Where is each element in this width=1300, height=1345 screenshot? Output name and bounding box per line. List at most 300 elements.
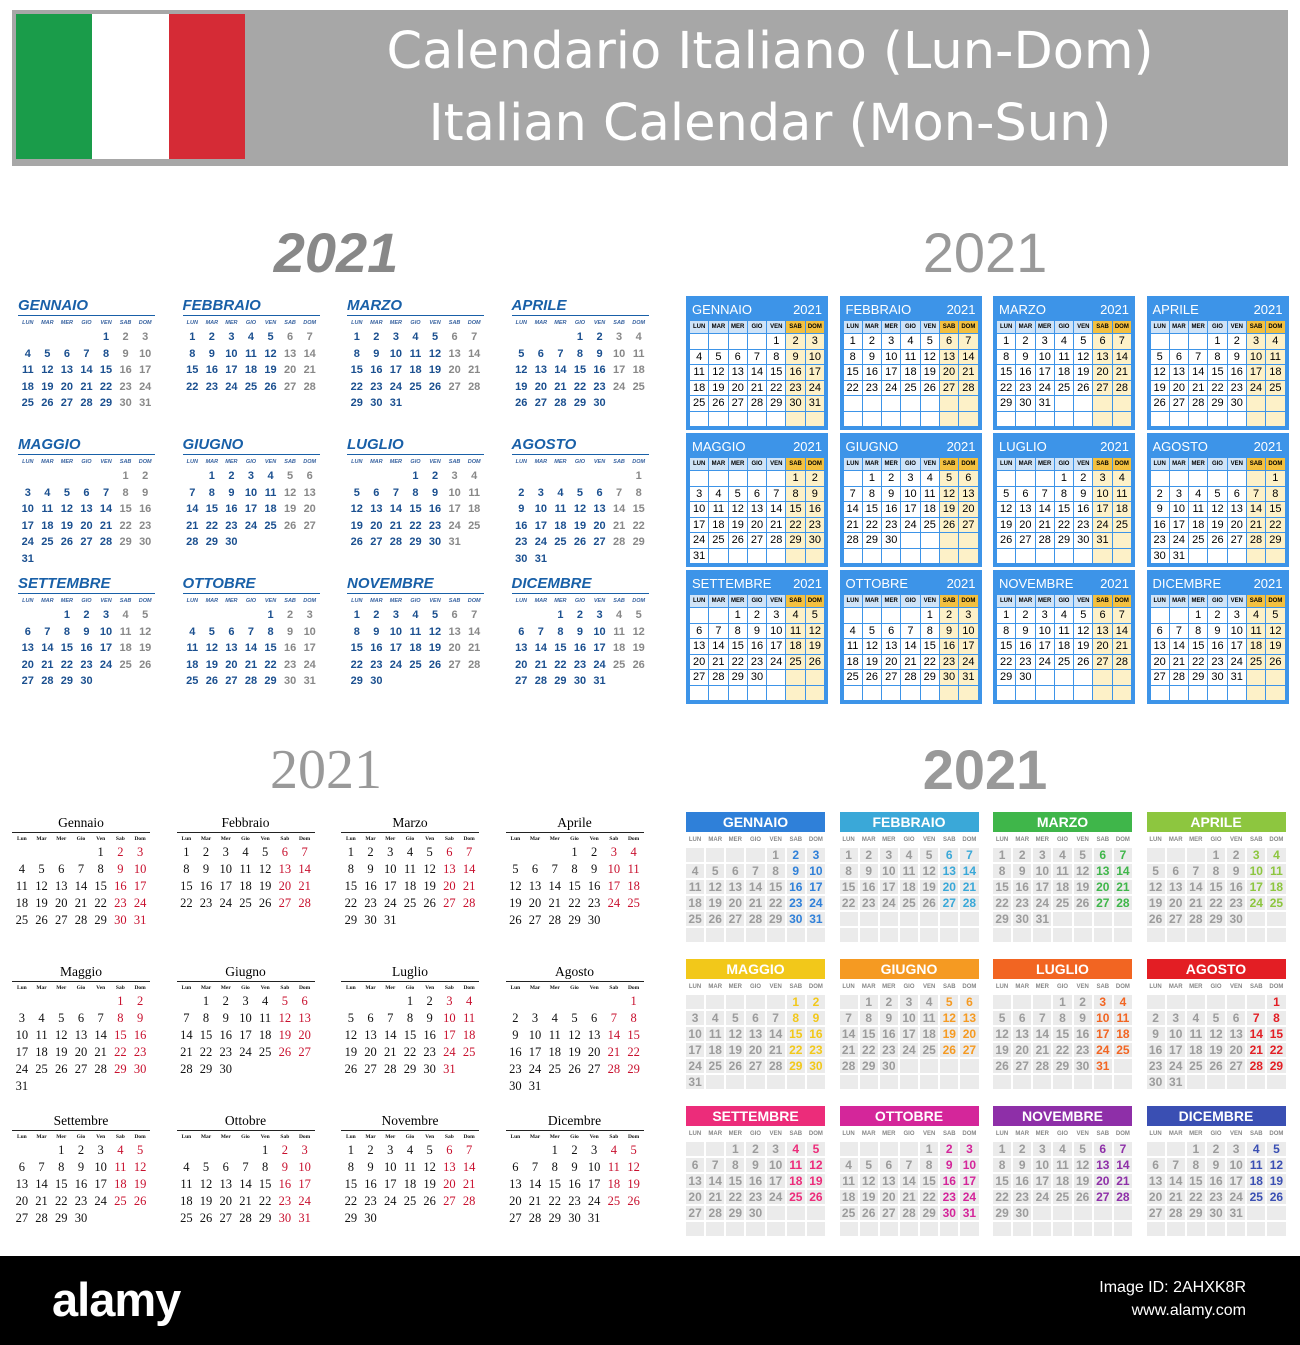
day-cell: 23 [1208, 654, 1227, 670]
weekday-header-row [1150, 321, 1285, 334]
day-cell: 18 [901, 365, 920, 381]
week-row [686, 1059, 825, 1073]
weekday-label: DOM [807, 981, 825, 993]
weekday-label: VEN [1074, 458, 1093, 471]
weekday-label: Gio [570, 1133, 579, 1140]
day-cell: 27 [1167, 912, 1185, 926]
day-cell: 10 [1246, 349, 1265, 365]
empty-cell [726, 928, 744, 942]
week-row [12, 1078, 150, 1095]
day-cell: 2 [136, 994, 144, 1008]
day-cell: 12 [428, 347, 442, 360]
day-cell: 28 [468, 658, 481, 671]
week-row [843, 685, 978, 701]
day-cell: 1 [630, 994, 637, 1008]
empty-cell [767, 1222, 785, 1236]
day-cell: 18 [462, 1028, 476, 1042]
day-cell: 20 [593, 519, 606, 532]
day-cell: 24 [587, 1194, 601, 1208]
weekday-label: LUN [1150, 595, 1169, 608]
empty-cell [222, 607, 242, 624]
day-cell: 17 [1033, 1174, 1051, 1188]
empty-cell [709, 548, 728, 564]
week-row [993, 1075, 1132, 1089]
day-cell: 24 [686, 1059, 704, 1073]
day-cell: 4 [122, 609, 129, 622]
day-cell: 26 [60, 536, 74, 549]
empty-cell [1114, 912, 1132, 926]
day-cell: 20 [1169, 380, 1188, 396]
empty-cell [347, 468, 367, 485]
week-row [1150, 365, 1285, 381]
day-cell: 6 [1167, 864, 1185, 878]
empty-cell [746, 1075, 764, 1089]
weekday-label: MAR [1167, 981, 1185, 993]
day-cell: 26 [632, 658, 645, 671]
day-cell: 14 [1035, 502, 1054, 518]
day-cell: 9 [287, 625, 294, 638]
day-cell: 16 [805, 502, 824, 518]
weekday-label: Dom [134, 835, 146, 842]
weekday-label: DOM [138, 597, 152, 604]
day-cell: 16 [515, 519, 528, 532]
day-cell: 20 [219, 1194, 232, 1208]
day-cell: 25 [1053, 896, 1071, 910]
day-cell: 29 [997, 670, 1016, 686]
day-cell: 19 [726, 1043, 744, 1057]
day-cell: 23 [74, 1194, 88, 1208]
empty-cell [1266, 670, 1285, 686]
day-cell: 29 [1207, 912, 1225, 926]
day-cell: 23 [805, 517, 824, 533]
weekday-label: VEN [1074, 321, 1093, 334]
day-cell: 2 [807, 995, 825, 1009]
day-cell: 12 [1150, 365, 1169, 381]
day-cell: 10 [133, 862, 147, 876]
empty-cell [91, 1078, 111, 1095]
empty-cell [882, 685, 901, 701]
day-cell: 27 [15, 1211, 29, 1225]
day-cell: 12 [264, 347, 277, 360]
week-row [512, 607, 649, 624]
empty-cell [726, 1222, 744, 1236]
empty-cell [767, 670, 786, 686]
empty-cell [706, 848, 724, 862]
day-cell: 3 [222, 845, 229, 859]
empty-cell [1187, 995, 1205, 1009]
empty-cell [920, 1075, 938, 1089]
day-cell: 29 [993, 912, 1011, 926]
empty-cell [939, 685, 958, 701]
week-row [690, 502, 825, 518]
day-cell: 23 [1016, 654, 1035, 670]
empty-cell [862, 548, 881, 564]
day-cell: 5 [940, 995, 958, 1009]
week-row [843, 486, 978, 502]
day-cell: 23 [283, 658, 297, 671]
day-cell: 23 [1207, 1190, 1225, 1204]
month-grid [838, 1126, 981, 1238]
weekday-label: LUN [690, 458, 709, 471]
weekday-label: MER [726, 1128, 744, 1140]
day-cell: 30 [940, 1206, 958, 1220]
day-cell: 16 [940, 1174, 958, 1188]
day-cell: 14 [843, 502, 862, 518]
week-row [512, 534, 649, 551]
weekday-header-row [347, 316, 484, 329]
day-cell: 7 [1189, 349, 1208, 365]
day-cell: 19 [283, 503, 297, 516]
day-cell: 21 [41, 658, 54, 671]
day-cell: 29 [264, 675, 277, 688]
day-cell: 13 [728, 365, 747, 381]
day-cell: 21 [1035, 517, 1054, 533]
month-name: OTTOBRE [183, 575, 320, 594]
day-cell: 20 [728, 380, 747, 396]
day-cell: 9 [1013, 1158, 1031, 1172]
empty-cell [862, 685, 881, 701]
week-row [997, 608, 1132, 624]
weekday-label: GIO [574, 319, 586, 326]
weekday-header-row [1147, 834, 1286, 846]
week-row [843, 471, 978, 487]
day-cell: 6 [1016, 486, 1035, 502]
empty-cell [295, 1061, 315, 1078]
day-cell: 20 [1093, 365, 1112, 381]
empty-cell [1150, 411, 1169, 427]
day-cell: 16 [219, 1028, 232, 1042]
month-name: Luglio [341, 964, 479, 982]
day-cell: 14 [384, 1028, 397, 1042]
day-cell: 18 [1247, 1174, 1265, 1188]
day-cell: 8 [1208, 349, 1227, 365]
empty-cell [920, 1222, 938, 1236]
day-cell: 24 [443, 1045, 456, 1059]
day-cell: 14 [180, 1028, 193, 1042]
day-cell: 4 [1054, 608, 1073, 624]
day-cell: 13 [1169, 365, 1188, 381]
day-cell: 5 [38, 862, 45, 876]
week-row [997, 349, 1132, 365]
weekday-label: DOM [805, 595, 824, 608]
day-cell: 5 [1207, 1011, 1225, 1025]
day-cell: 14 [709, 639, 728, 655]
empty-cell [880, 912, 898, 926]
empty-cell [920, 912, 938, 926]
month-grid [341, 833, 479, 929]
empty-cell [805, 670, 824, 686]
day-cell: 31 [1167, 1075, 1185, 1089]
day-cell: 20 [1167, 896, 1185, 910]
day-cell: 11 [613, 625, 625, 638]
weekday-label: MER [882, 595, 901, 608]
weekday-label: Lun [345, 984, 356, 991]
weekday-label: VEN [1074, 834, 1092, 846]
empty-cell [901, 411, 920, 427]
day-cell: 19 [997, 517, 1016, 533]
day-cell: 30 [119, 397, 132, 410]
day-cell: 3 [537, 486, 544, 499]
day-cell: 18 [1246, 639, 1265, 655]
weekday-label: MER [1035, 595, 1054, 608]
day-cell: 3 [451, 470, 458, 483]
day-cell: 15 [186, 364, 199, 377]
day-cell: 8 [997, 623, 1016, 639]
week-row [347, 395, 484, 412]
year-heading-style1: 2021 [273, 221, 399, 284]
empty-cell [1053, 928, 1071, 942]
day-cell: 12 [728, 502, 747, 518]
day-cell: 9 [1150, 502, 1169, 518]
month-name: MARZO [999, 302, 1046, 317]
day-cell: 4 [24, 347, 31, 360]
month-grid [1145, 1126, 1288, 1238]
day-cell: 21 [1246, 517, 1265, 533]
day-cell: 27 [1227, 1059, 1245, 1073]
day-cell: 8 [353, 347, 360, 360]
day-cell: 7 [610, 1011, 617, 1025]
empty-cell [1169, 608, 1188, 624]
empty-cell [1208, 548, 1227, 564]
day-cell: 14 [186, 503, 199, 516]
day-cell: 17 [1035, 365, 1054, 381]
week-row [1147, 1043, 1286, 1057]
day-cell: 23 [593, 380, 606, 393]
day-cell: 15 [199, 1028, 213, 1042]
weekday-header-row [843, 458, 978, 471]
day-cell: 16 [139, 503, 152, 516]
day-cell: 23 [423, 1045, 436, 1059]
day-cell: 22 [350, 658, 363, 671]
day-cell: 2 [228, 470, 235, 483]
day-cell: 15 [554, 642, 567, 655]
empty-cell [604, 912, 624, 929]
weekday-label: Dom [134, 1133, 146, 1140]
day-cell: 16 [74, 1177, 88, 1191]
day-cell: 13 [1227, 502, 1246, 518]
week-row [177, 844, 315, 861]
weekday-label: Mer [549, 984, 560, 991]
day-cell: 7 [1169, 623, 1188, 639]
day-cell: 8 [353, 625, 360, 638]
day-cell: 19 [515, 380, 528, 393]
day-cell: 1 [726, 1142, 744, 1156]
empty-cell [787, 1222, 805, 1236]
day-cell: 3 [900, 995, 918, 1009]
week-row [840, 928, 979, 942]
empty-cell [1147, 848, 1165, 862]
day-cell: 13 [1150, 639, 1169, 655]
week-row [997, 548, 1132, 564]
empty-cell [1013, 1075, 1031, 1089]
day-cell: 12 [133, 1160, 147, 1174]
weekday-label: Ven [425, 835, 435, 842]
empty-cell [767, 1206, 785, 1220]
day-cell: 22 [862, 517, 881, 533]
day-cell: 28 [1167, 1206, 1185, 1220]
week-row [840, 1011, 979, 1025]
weekday-label: LUN [840, 1128, 858, 1140]
day-cell: 12 [283, 486, 297, 499]
month-calendar-s1-gennaio [18, 297, 155, 412]
day-cell: 25 [1246, 654, 1265, 670]
empty-cell [1267, 1222, 1285, 1236]
day-cell: 14 [468, 625, 481, 638]
day-cell: 2 [746, 1142, 764, 1156]
week-row [993, 1142, 1132, 1156]
week-row [1147, 896, 1286, 910]
day-cell: 22 [726, 1190, 744, 1204]
weekday-label: Lun [16, 984, 27, 991]
day-cell: 16 [370, 364, 383, 377]
empty-cell [843, 411, 862, 427]
day-cell: 4 [1187, 1011, 1205, 1025]
week-row [18, 673, 155, 690]
day-cell: 15 [1053, 1027, 1071, 1041]
empty-cell [1016, 548, 1035, 564]
day-cell: 14 [1246, 502, 1265, 518]
day-cell: 27 [880, 1206, 898, 1220]
week-row [512, 518, 649, 535]
month-header [843, 573, 979, 594]
day-cell: 27 [298, 1045, 311, 1059]
day-cell: 2 [939, 608, 958, 624]
weekday-label: DOM [632, 458, 646, 465]
day-cell: 22 [403, 1045, 417, 1059]
week-row [512, 657, 649, 674]
weekday-label: LUN [186, 597, 198, 604]
day-cell: 2 [1013, 848, 1031, 862]
weekday-label: LUN [1147, 834, 1165, 846]
day-cell: 12 [35, 879, 48, 893]
day-cell: 28 [35, 1211, 48, 1225]
day-cell: 17 [244, 503, 258, 516]
day-cell: 2 [571, 1143, 578, 1157]
day-cell: 16 [133, 1028, 147, 1042]
day-cell: 21 [303, 364, 316, 377]
empty-cell [747, 334, 766, 350]
empty-cell [464, 534, 484, 551]
day-cell: 11 [468, 486, 480, 499]
empty-cell [1054, 396, 1073, 412]
day-cell: 20 [690, 654, 709, 670]
day-cell: 16 [880, 1027, 898, 1041]
day-cell: 11 [1114, 1011, 1132, 1025]
week-row [1150, 380, 1285, 396]
day-cell: 5 [1074, 848, 1092, 862]
day-cell: 18 [787, 1174, 805, 1188]
day-cell: 2 [787, 848, 805, 862]
day-cell: 22 [264, 658, 277, 671]
day-cell: 28 [840, 1059, 858, 1073]
day-cell: 26 [423, 896, 436, 910]
day-cell: 4 [267, 470, 274, 483]
weekday-label: VEN [593, 458, 606, 465]
weekday-label: Sab [609, 984, 619, 991]
day-cell: 19 [428, 642, 442, 655]
weekday-label: Mer [385, 984, 396, 991]
day-cell: 29 [860, 1059, 878, 1073]
day-cell: 26 [1074, 654, 1093, 670]
weekday-label: MAR [534, 319, 548, 326]
empty-cell [1189, 548, 1208, 564]
empty-cell [590, 551, 610, 568]
day-cell: 9 [1227, 864, 1245, 878]
day-cell: 5 [726, 1011, 744, 1025]
day-cell: 9 [786, 349, 805, 365]
day-cell: 2 [518, 486, 525, 499]
day-cell: 4 [242, 845, 249, 859]
day-cell: 31 [686, 1075, 704, 1089]
day-cell: 9 [281, 1160, 288, 1174]
weekday-header-row [997, 321, 1132, 334]
empty-cell [767, 471, 786, 487]
day-cell: 31 [959, 670, 978, 686]
week-row [997, 639, 1132, 655]
weekday-label: Lun [181, 835, 192, 842]
day-cell: 3 [1227, 608, 1246, 624]
week-row [183, 657, 320, 674]
day-cell: 27 [225, 675, 238, 688]
day-cell: 19 [55, 1045, 68, 1059]
day-cell: 18 [264, 503, 277, 516]
day-cell: 8 [202, 1011, 210, 1025]
day-cell: 20 [60, 380, 74, 393]
weekday-label: Ven [260, 835, 270, 842]
empty-cell [1093, 411, 1112, 427]
weekday-label: VEN [1074, 1128, 1092, 1140]
weekday-label: DOM [303, 319, 317, 326]
week-row [843, 334, 978, 350]
day-cell: 16 [1147, 1043, 1165, 1057]
day-cell: 1 [993, 1142, 1011, 1156]
empty-cell [843, 396, 862, 412]
day-cell: 13 [443, 1160, 456, 1174]
empty-cell [135, 673, 155, 690]
day-cell: 24 [1094, 1043, 1112, 1057]
day-cell: 11 [409, 625, 422, 638]
weekday-label: MAR [1013, 981, 1031, 993]
empty-cell [1033, 1075, 1051, 1089]
weekday-label: GIO [81, 597, 92, 604]
weekday-label: MAR [1169, 458, 1188, 471]
day-cell: 9 [1147, 1027, 1165, 1041]
empty-cell [939, 396, 958, 412]
day-cell: 19 [1266, 639, 1285, 655]
day-cell: 25 [901, 380, 920, 396]
day-cell: 8 [920, 1158, 938, 1172]
day-cell: 6 [446, 1143, 453, 1157]
day-cell: 12 [1074, 349, 1093, 365]
empty-cell [386, 673, 406, 690]
day-cell: 2 [373, 331, 380, 344]
week-row [690, 639, 825, 655]
empty-cell [709, 685, 728, 701]
day-cell: 9 [1208, 623, 1227, 639]
day-cell: 8 [993, 1158, 1011, 1172]
weekday-label: Gio [76, 1133, 86, 1140]
day-cell: 9 [746, 1158, 764, 1172]
empty-cell [1189, 411, 1208, 427]
day-cell: 23 [1013, 1190, 1031, 1204]
empty-cell [960, 912, 978, 926]
empty-cell [690, 471, 709, 487]
empty-cell [624, 1078, 644, 1095]
day-cell: 2 [805, 471, 824, 487]
day-cell: 24 [448, 519, 461, 532]
day-cell: 25 [403, 896, 417, 910]
day-cell: 21 [1114, 880, 1132, 894]
